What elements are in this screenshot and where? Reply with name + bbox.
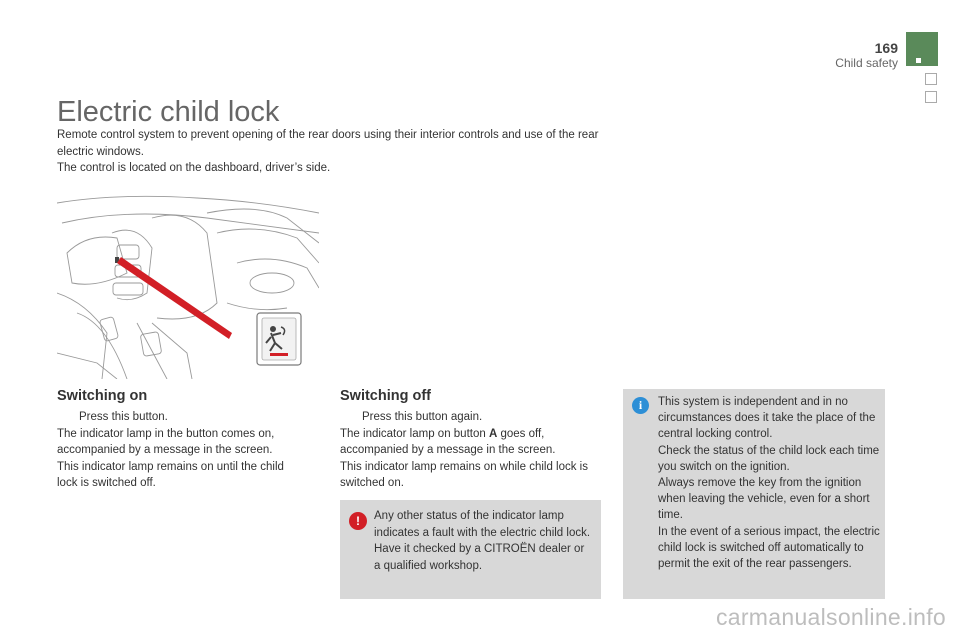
warning-box [340,500,601,599]
paragraph: The indicator lamp in the button comes on, accompanied by a message in the screen. [57,427,275,456]
paragraph: This indicator lamp remains on while child lock is switched on. [340,460,588,489]
info-box [623,389,885,599]
text-span: goes off, accompanied by a message in the screen. [340,427,556,456]
info-paragraph: This system is independent and in no circumstances does it take the place of the central locking control. [658,396,876,441]
dashboard-illustration [57,193,319,379]
info-text [658,394,880,572]
tab-marker [916,58,921,63]
child-lock-button-icon [257,313,301,365]
info-paragraph: In the event of a serious impact, the electric child lock is switched off automatically to permit the exit of the rear passengers. [658,525,880,571]
chapter-tab [925,73,937,85]
section-title: Child safety [835,56,898,70]
switching-on-text [57,409,307,492]
page-number: 169 [874,40,898,56]
button-label: A [488,427,498,440]
text-span: The indicator lamp on button [340,427,489,440]
paragraph: This indicator lamp remains on until the child lock is switched off. [57,460,284,489]
info-paragraph: Check the status of the child lock each time you switch on the ignition. [658,444,880,473]
paragraph [340,426,605,459]
warning-text: Any other status of the indicator lamp indicates a fault with the electric child lock. Have it checked by a CITROËN dealer or a qualified workshop. [374,510,591,572]
bullet-text: Press this button again. [362,411,483,423]
switching-off-text [340,409,605,492]
watermark: carmanualsonline.info [715,604,946,630]
chapter-tab [925,91,937,103]
info-paragraph: Always remove the key from the ignition when leaving the vehicle, even for a short time. [658,477,870,522]
switching-on-heading: Switching on [57,388,148,404]
page-title: Electric child lock [57,96,280,128]
info-icon: i [632,397,649,414]
bullet-line [57,409,307,426]
chapter-tab-active [906,32,938,66]
intro-paragraph: The control is located on the dashboard, driver’s side. [57,162,331,174]
bullet-line [340,409,605,426]
intro-text [57,127,617,177]
warning-icon: ! [349,512,367,530]
intro-paragraph: Remote control system to prevent opening of the rear doors using their interior controls and use of the rear electric windows. [57,129,599,158]
switching-off-heading: Switching off [340,388,432,404]
bullet-text: Press this button. [79,411,168,423]
